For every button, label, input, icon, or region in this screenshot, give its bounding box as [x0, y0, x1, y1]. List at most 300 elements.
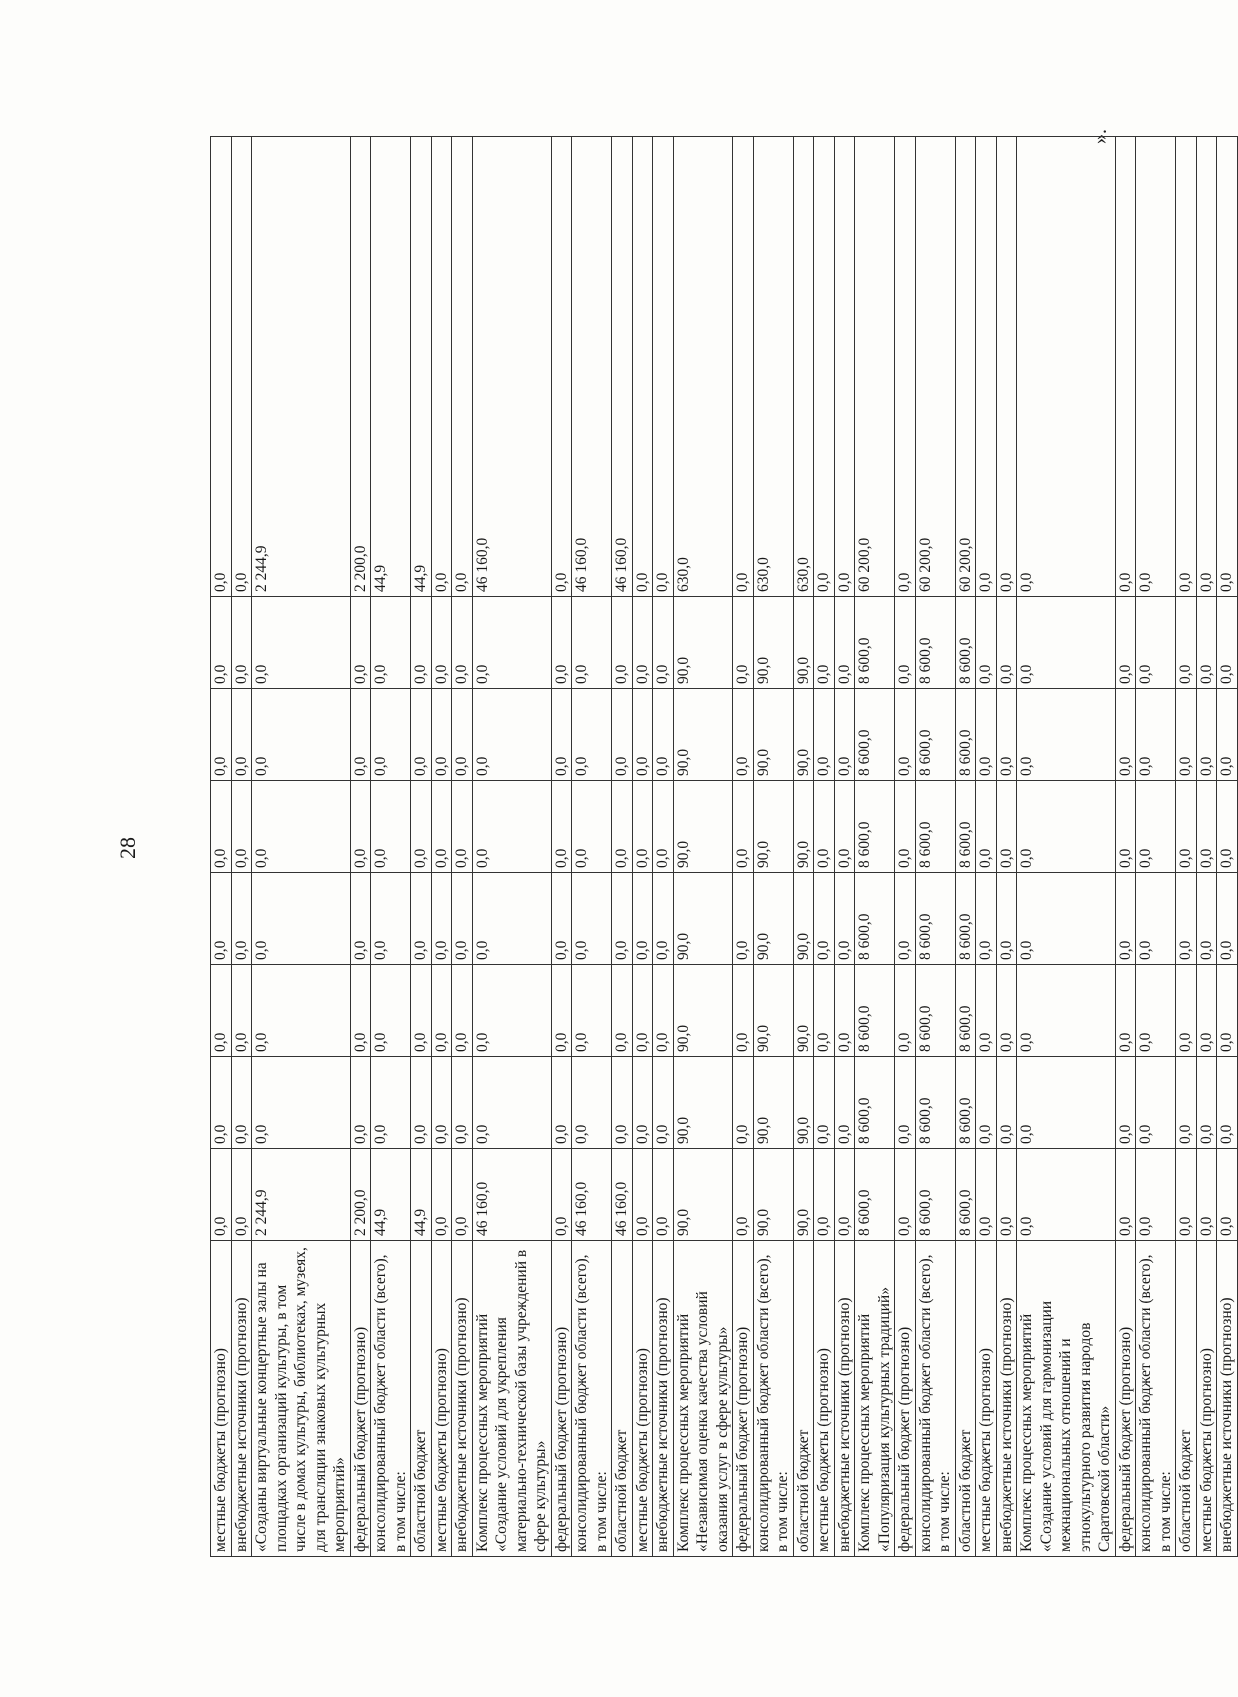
row-total-cell: 0,0 [1196, 137, 1217, 597]
year-value-cell: 0,0 [895, 689, 916, 781]
year-value-cell: 0,0 [231, 689, 252, 781]
year-value-cell: 0,0 [472, 597, 551, 689]
row-label: консолидированный бюджет области (всего), в том числе: [371, 1241, 411, 1557]
year-value-cell: 0,0 [572, 781, 612, 873]
year-value-cell: 0,0 [452, 1149, 473, 1241]
year-value-cell: 0,0 [1217, 965, 1238, 1057]
row-label: внебюджетные источники (прогнозно) [653, 1241, 674, 1557]
year-value-cell: 0,0 [1176, 1149, 1197, 1241]
year-value-cell: 0,0 [895, 781, 916, 873]
year-value-cell: 8 600,0 [855, 965, 895, 1057]
year-value-cell: 0,0 [1217, 689, 1238, 781]
table-row [653, 137, 674, 1557]
year-value-cell: 0,0 [1176, 597, 1197, 689]
year-value-cell: 0,0 [632, 965, 653, 1057]
row-total-cell: 0,0 [452, 137, 473, 597]
year-value-cell: 0,0 [1217, 1057, 1238, 1149]
table-row [211, 137, 232, 1557]
table-row [673, 137, 733, 1557]
year-value-cell: 0,0 [1217, 597, 1238, 689]
year-value-cell: 0,0 [1196, 597, 1217, 689]
table-row [431, 137, 452, 1557]
table-row [955, 137, 976, 1557]
year-value-cell: 0,0 [252, 1057, 351, 1149]
year-value-cell: 0,0 [211, 965, 232, 1057]
row-label: местные бюджеты (прогнозно) [211, 1241, 232, 1557]
year-value-cell: 90,0 [793, 689, 814, 781]
row-total-cell: 0,0 [895, 137, 916, 597]
year-value-cell: 0,0 [653, 597, 674, 689]
year-value-cell: 0,0 [733, 689, 754, 781]
row-total-cell: 46 160,0 [612, 137, 633, 597]
row-label: «Созданы виртуальные концертные залы на площадках организаций культуры, в том числе в домах культуры, библиотеках, музеях, для трансляции знаковых культурных мероприятий» [252, 1241, 351, 1557]
year-value-cell: 0,0 [411, 597, 432, 689]
row-label: федеральный бюджет (прогнозно) [733, 1241, 754, 1557]
year-value-cell: 0,0 [231, 1057, 252, 1149]
year-value-cell: 90,0 [793, 873, 814, 965]
row-total-cell: 2 244,9 [252, 137, 351, 597]
year-value-cell: 46 160,0 [472, 1149, 551, 1241]
year-value-cell: 90,0 [673, 597, 733, 689]
row-total-cell: 0,0 [1217, 137, 1238, 597]
row-label: областной бюджет [411, 1241, 432, 1557]
row-total-cell: 630,0 [793, 137, 814, 597]
table-row [551, 137, 572, 1557]
year-value-cell: 0,0 [1136, 1057, 1176, 1149]
year-value-cell: 0,0 [411, 965, 432, 1057]
year-value-cell: 0,0 [211, 1057, 232, 1149]
year-value-cell: 46 160,0 [612, 1149, 633, 1241]
table-row [612, 137, 633, 1557]
year-value-cell: 0,0 [211, 1149, 232, 1241]
table-row [834, 137, 855, 1557]
table-row [1217, 137, 1238, 1557]
year-value-cell: 0,0 [733, 1149, 754, 1241]
table-row [1017, 137, 1116, 1557]
table-row [996, 137, 1017, 1557]
rotated-table-container [210, 137, 1235, 1557]
year-value-cell: 8 600,0 [955, 781, 976, 873]
year-value-cell: 0,0 [1136, 965, 1176, 1057]
year-value-cell: 0,0 [572, 1057, 612, 1149]
year-value-cell: 0,0 [1017, 965, 1116, 1057]
year-value-cell: 0,0 [452, 781, 473, 873]
row-total-cell: 0,0 [976, 137, 997, 597]
year-value-cell: 0,0 [371, 597, 411, 689]
year-value-cell: 8 600,0 [915, 597, 955, 689]
year-value-cell: 0,0 [996, 965, 1017, 1057]
year-value-cell: 0,0 [472, 965, 551, 1057]
year-value-cell: 0,0 [452, 1057, 473, 1149]
row-label: местные бюджеты (прогнозно) [1196, 1241, 1217, 1557]
year-value-cell: 0,0 [733, 873, 754, 965]
year-value-cell: 0,0 [551, 965, 572, 1057]
year-value-cell: 0,0 [1196, 873, 1217, 965]
year-value-cell: 0,0 [572, 689, 612, 781]
year-value-cell: 0,0 [472, 689, 551, 781]
table-row [572, 137, 612, 1557]
year-value-cell: 0,0 [211, 597, 232, 689]
year-value-cell: 8 600,0 [915, 1057, 955, 1149]
year-value-cell: 90,0 [793, 965, 814, 1057]
year-value-cell: 0,0 [632, 1149, 653, 1241]
row-total-cell: 0,0 [1176, 137, 1197, 597]
year-value-cell: 0,0 [411, 689, 432, 781]
row-total-cell: 60 200,0 [855, 137, 895, 597]
year-value-cell: 0,0 [452, 965, 473, 1057]
budget-table-body [211, 137, 1238, 1557]
row-label: федеральный бюджет (прогнозно) [350, 1241, 371, 1557]
year-value-cell: 0,0 [733, 781, 754, 873]
year-value-cell: 0,0 [350, 689, 371, 781]
row-label: местные бюджеты (прогнозно) [431, 1241, 452, 1557]
year-value-cell: 8 600,0 [855, 1149, 895, 1241]
table-row [472, 137, 551, 1557]
row-total-cell: 0,0 [653, 137, 674, 597]
row-total-cell: 60 200,0 [915, 137, 955, 597]
table-row [632, 137, 653, 1557]
year-value-cell: 0,0 [350, 965, 371, 1057]
row-total-cell: 0,0 [632, 137, 653, 597]
year-value-cell: 0,0 [572, 597, 612, 689]
year-value-cell: 0,0 [834, 689, 855, 781]
year-value-cell: 0,0 [1196, 965, 1217, 1057]
year-value-cell: 0,0 [411, 781, 432, 873]
year-value-cell: 0,0 [612, 781, 633, 873]
row-total-cell: 630,0 [753, 137, 793, 597]
row-label: местные бюджеты (прогнозно) [976, 1241, 997, 1557]
row-total-cell: 0,0 [996, 137, 1017, 597]
row-label: консолидированный бюджет области (всего), в том числе: [572, 1241, 612, 1557]
table-row [753, 137, 793, 1557]
year-value-cell: 90,0 [753, 1149, 793, 1241]
year-value-cell: 0,0 [632, 873, 653, 965]
row-label: внебюджетные источники (прогнозно) [231, 1241, 252, 1557]
year-value-cell: 0,0 [976, 689, 997, 781]
table-row [411, 137, 432, 1557]
year-value-cell: 8 600,0 [955, 597, 976, 689]
year-value-cell: 44,9 [411, 1149, 432, 1241]
year-value-cell: 0,0 [1115, 1057, 1136, 1149]
year-value-cell: 0,0 [371, 781, 411, 873]
table-row [1196, 137, 1217, 1557]
year-value-cell: 0,0 [1196, 689, 1217, 781]
row-label: местные бюджеты (прогнозно) [632, 1241, 653, 1557]
row-total-cell: 44,9 [411, 137, 432, 597]
year-value-cell: 0,0 [472, 1057, 551, 1149]
year-value-cell: 90,0 [673, 1149, 733, 1241]
year-value-cell: 0,0 [814, 781, 835, 873]
year-value-cell: 0,0 [814, 1149, 835, 1241]
year-value-cell: 0,0 [1017, 597, 1116, 689]
year-value-cell: 90,0 [753, 781, 793, 873]
year-value-cell: 0,0 [472, 781, 551, 873]
row-total-cell: 0,0 [814, 137, 835, 597]
row-label: федеральный бюджет (прогнозно) [1115, 1241, 1136, 1557]
table-row [915, 137, 955, 1557]
year-value-cell: 90,0 [793, 1149, 814, 1241]
year-value-cell: 46 160,0 [572, 1149, 612, 1241]
year-value-cell: 0,0 [252, 965, 351, 1057]
table-row [1176, 137, 1197, 1557]
row-label: федеральный бюджет (прогнозно) [551, 1241, 572, 1557]
year-value-cell: 0,0 [211, 781, 232, 873]
year-value-cell: 0,0 [1176, 965, 1197, 1057]
year-value-cell: 0,0 [452, 689, 473, 781]
row-label: внебюджетные источники (прогнозно) [452, 1241, 473, 1557]
year-value-cell: 0,0 [612, 597, 633, 689]
table-row [350, 137, 371, 1557]
year-value-cell: 0,0 [653, 689, 674, 781]
year-value-cell: 0,0 [231, 873, 252, 965]
year-value-cell: 0,0 [431, 689, 452, 781]
year-value-cell: 0,0 [211, 873, 232, 965]
year-value-cell: 90,0 [673, 965, 733, 1057]
year-value-cell: 0,0 [976, 873, 997, 965]
table-row [1115, 137, 1136, 1557]
year-value-cell: 0,0 [895, 873, 916, 965]
row-label: консолидированный бюджет области (всего), в том числе: [915, 1241, 955, 1557]
row-total-cell: 0,0 [1136, 137, 1176, 597]
year-value-cell: 8 600,0 [955, 965, 976, 1057]
year-value-cell: 0,0 [452, 597, 473, 689]
year-value-cell: 0,0 [1115, 873, 1136, 965]
budget-table [210, 136, 1238, 1557]
year-value-cell: 8 600,0 [855, 1057, 895, 1149]
year-value-cell: 0,0 [632, 689, 653, 781]
year-value-cell: 0,0 [231, 597, 252, 689]
row-total-cell: 0,0 [733, 137, 754, 597]
year-value-cell: 0,0 [371, 873, 411, 965]
table-row [895, 137, 916, 1557]
year-value-cell: 0,0 [976, 781, 997, 873]
year-value-cell: 0,0 [551, 1149, 572, 1241]
year-value-cell: 0,0 [1217, 781, 1238, 873]
year-value-cell: 0,0 [252, 597, 351, 689]
year-value-cell: 0,0 [1136, 689, 1176, 781]
year-value-cell: 0,0 [1136, 1149, 1176, 1241]
year-value-cell: 90,0 [753, 873, 793, 965]
row-label: Комплекс процессных мероприятий «Создание условий для гармонизации межнациональных отношений и этнокультурного развития народов Саратовской области» [1017, 1241, 1116, 1557]
year-value-cell: 0,0 [1217, 1149, 1238, 1241]
year-value-cell: 0,0 [632, 781, 653, 873]
year-value-cell: 0,0 [431, 1149, 452, 1241]
year-value-cell: 0,0 [632, 1057, 653, 1149]
year-value-cell: 0,0 [252, 781, 351, 873]
year-value-cell: 0,0 [814, 873, 835, 965]
year-value-cell: 90,0 [753, 597, 793, 689]
year-value-cell: 0,0 [612, 965, 633, 1057]
year-value-cell: 0,0 [632, 597, 653, 689]
year-value-cell: 0,0 [551, 873, 572, 965]
year-value-cell: 0,0 [834, 781, 855, 873]
year-value-cell: 8 600,0 [915, 689, 955, 781]
row-total-cell: 60 200,0 [955, 137, 976, 597]
row-label: областной бюджет [612, 1241, 633, 1557]
year-value-cell: 0,0 [1017, 781, 1116, 873]
row-label: внебюджетные источники (прогнозно) [1217, 1241, 1238, 1557]
year-value-cell: 0,0 [572, 873, 612, 965]
year-value-cell: 0,0 [371, 1057, 411, 1149]
year-value-cell: 0,0 [834, 1149, 855, 1241]
year-value-cell: 0,0 [551, 597, 572, 689]
row-total-cell: 0,0 [1115, 137, 1136, 597]
row-label: местные бюджеты (прогнозно) [814, 1241, 835, 1557]
year-value-cell: 8 600,0 [955, 1149, 976, 1241]
year-value-cell: 0,0 [996, 781, 1017, 873]
row-total-cell: 0,0 [834, 137, 855, 597]
year-value-cell: 44,9 [371, 1149, 411, 1241]
year-value-cell: 0,0 [653, 1149, 674, 1241]
year-value-cell: 90,0 [753, 1057, 793, 1149]
year-value-cell: 0,0 [452, 873, 473, 965]
row-label: Комплекс процессных мероприятий «Независимая оценка качества условий оказания услуг в сфере культуры» [673, 1241, 733, 1557]
year-value-cell: 0,0 [1136, 873, 1176, 965]
year-value-cell: 0,0 [834, 1057, 855, 1149]
year-value-cell: 0,0 [371, 689, 411, 781]
year-value-cell: 0,0 [551, 781, 572, 873]
year-value-cell: 0,0 [1115, 1149, 1136, 1241]
year-value-cell: 0,0 [1017, 1057, 1116, 1149]
year-value-cell: 0,0 [976, 965, 997, 1057]
year-value-cell: 0,0 [834, 597, 855, 689]
year-value-cell: 0,0 [371, 965, 411, 1057]
row-label: областной бюджет [793, 1241, 814, 1557]
year-value-cell: 0,0 [252, 873, 351, 965]
row-total-cell: 0,0 [551, 137, 572, 597]
year-value-cell: 8 600,0 [915, 965, 955, 1057]
year-value-cell: 0,0 [1115, 965, 1136, 1057]
year-value-cell: 0,0 [1176, 689, 1197, 781]
year-value-cell: 0,0 [1115, 597, 1136, 689]
table-row [252, 137, 351, 1557]
row-total-cell: 46 160,0 [572, 137, 612, 597]
table-row [452, 137, 473, 1557]
year-value-cell: 0,0 [976, 1057, 997, 1149]
year-value-cell: 0,0 [411, 1057, 432, 1149]
closing-quote-mark: ». [1089, 129, 1111, 144]
row-label: Комплекс процессных мероприятий «Создание условий для укрепления материально-технической базы учреждений в сфере культуры» [472, 1241, 551, 1557]
year-value-cell: 90,0 [753, 689, 793, 781]
row-total-cell: 0,0 [231, 137, 252, 597]
row-total-cell: 630,0 [673, 137, 733, 597]
year-value-cell: 2 200,0 [350, 1149, 371, 1241]
year-value-cell: 8 600,0 [955, 1057, 976, 1149]
row-total-cell: 2 200,0 [350, 137, 371, 597]
year-value-cell: 8 600,0 [855, 597, 895, 689]
year-value-cell: 0,0 [350, 873, 371, 965]
row-total-cell: 46 160,0 [472, 137, 551, 597]
year-value-cell: 90,0 [673, 873, 733, 965]
row-label: областной бюджет [955, 1241, 976, 1557]
year-value-cell: 0,0 [612, 689, 633, 781]
year-value-cell: 0,0 [1196, 1149, 1217, 1241]
year-value-cell: 0,0 [653, 873, 674, 965]
year-value-cell: 0,0 [996, 873, 1017, 965]
year-value-cell: 0,0 [834, 873, 855, 965]
table-row [231, 137, 252, 1557]
row-total-cell: 0,0 [1017, 137, 1116, 597]
year-value-cell: 0,0 [431, 965, 452, 1057]
year-value-cell: 90,0 [673, 781, 733, 873]
year-value-cell: 0,0 [976, 597, 997, 689]
year-value-cell: 0,0 [1176, 1057, 1197, 1149]
year-value-cell: 0,0 [733, 965, 754, 1057]
row-label: консолидированный бюджет области (всего), в том числе: [753, 1241, 793, 1557]
year-value-cell: 0,0 [1176, 781, 1197, 873]
year-value-cell: 8 600,0 [855, 689, 895, 781]
year-value-cell: 0,0 [551, 689, 572, 781]
year-value-cell: 8 600,0 [855, 873, 895, 965]
year-value-cell: 0,0 [834, 965, 855, 1057]
year-value-cell: 90,0 [673, 689, 733, 781]
year-value-cell: 0,0 [231, 781, 252, 873]
table-row [371, 137, 411, 1557]
table-row [1136, 137, 1176, 1557]
year-value-cell: 8 600,0 [915, 873, 955, 965]
year-value-cell: 0,0 [976, 1149, 997, 1241]
row-total-cell: 44,9 [371, 137, 411, 597]
year-value-cell: 90,0 [753, 965, 793, 1057]
year-value-cell: 0,0 [211, 689, 232, 781]
year-value-cell: 90,0 [793, 1057, 814, 1149]
year-value-cell: 0,0 [612, 873, 633, 965]
table-row [793, 137, 814, 1557]
year-value-cell: 0,0 [996, 689, 1017, 781]
year-value-cell: 0,0 [733, 1057, 754, 1149]
year-value-cell: 8 600,0 [955, 689, 976, 781]
year-value-cell: 0,0 [895, 1149, 916, 1241]
year-value-cell: 0,0 [1176, 873, 1197, 965]
year-value-cell: 0,0 [1136, 781, 1176, 873]
year-value-cell: 8 600,0 [955, 873, 976, 965]
year-value-cell: 0,0 [551, 1057, 572, 1149]
row-label: консолидированный бюджет области (всего), в том числе: [1136, 1241, 1176, 1557]
year-value-cell: 0,0 [814, 689, 835, 781]
row-label: внебюджетные источники (прогнозно) [834, 1241, 855, 1557]
year-value-cell: 0,0 [996, 597, 1017, 689]
year-value-cell: 0,0 [1217, 873, 1238, 965]
row-label: федеральный бюджет (прогнозно) [895, 1241, 916, 1557]
year-value-cell: 8 600,0 [915, 1149, 955, 1241]
table-row [855, 137, 895, 1557]
year-value-cell: 0,0 [653, 1057, 674, 1149]
year-value-cell: 0,0 [733, 597, 754, 689]
year-value-cell: 90,0 [793, 597, 814, 689]
year-value-cell: 90,0 [673, 1057, 733, 1149]
row-total-cell: 0,0 [211, 137, 232, 597]
table-row [814, 137, 835, 1557]
year-value-cell: 0,0 [895, 1057, 916, 1149]
year-value-cell: 0,0 [431, 781, 452, 873]
year-value-cell: 0,0 [350, 1057, 371, 1149]
year-value-cell: 90,0 [793, 781, 814, 873]
year-value-cell: 0,0 [1115, 781, 1136, 873]
year-value-cell: 0,0 [1196, 1057, 1217, 1149]
year-value-cell: 0,0 [814, 1057, 835, 1149]
year-value-cell: 0,0 [572, 965, 612, 1057]
year-value-cell: 0,0 [411, 873, 432, 965]
year-value-cell: 0,0 [350, 781, 371, 873]
year-value-cell: 0,0 [1115, 689, 1136, 781]
year-value-cell: 0,0 [612, 1057, 633, 1149]
year-value-cell: 0,0 [472, 873, 551, 965]
year-value-cell: 0,0 [1196, 781, 1217, 873]
table-row [976, 137, 997, 1557]
year-value-cell: 0,0 [814, 597, 835, 689]
table-row [733, 137, 754, 1557]
year-value-cell: 0,0 [252, 689, 351, 781]
